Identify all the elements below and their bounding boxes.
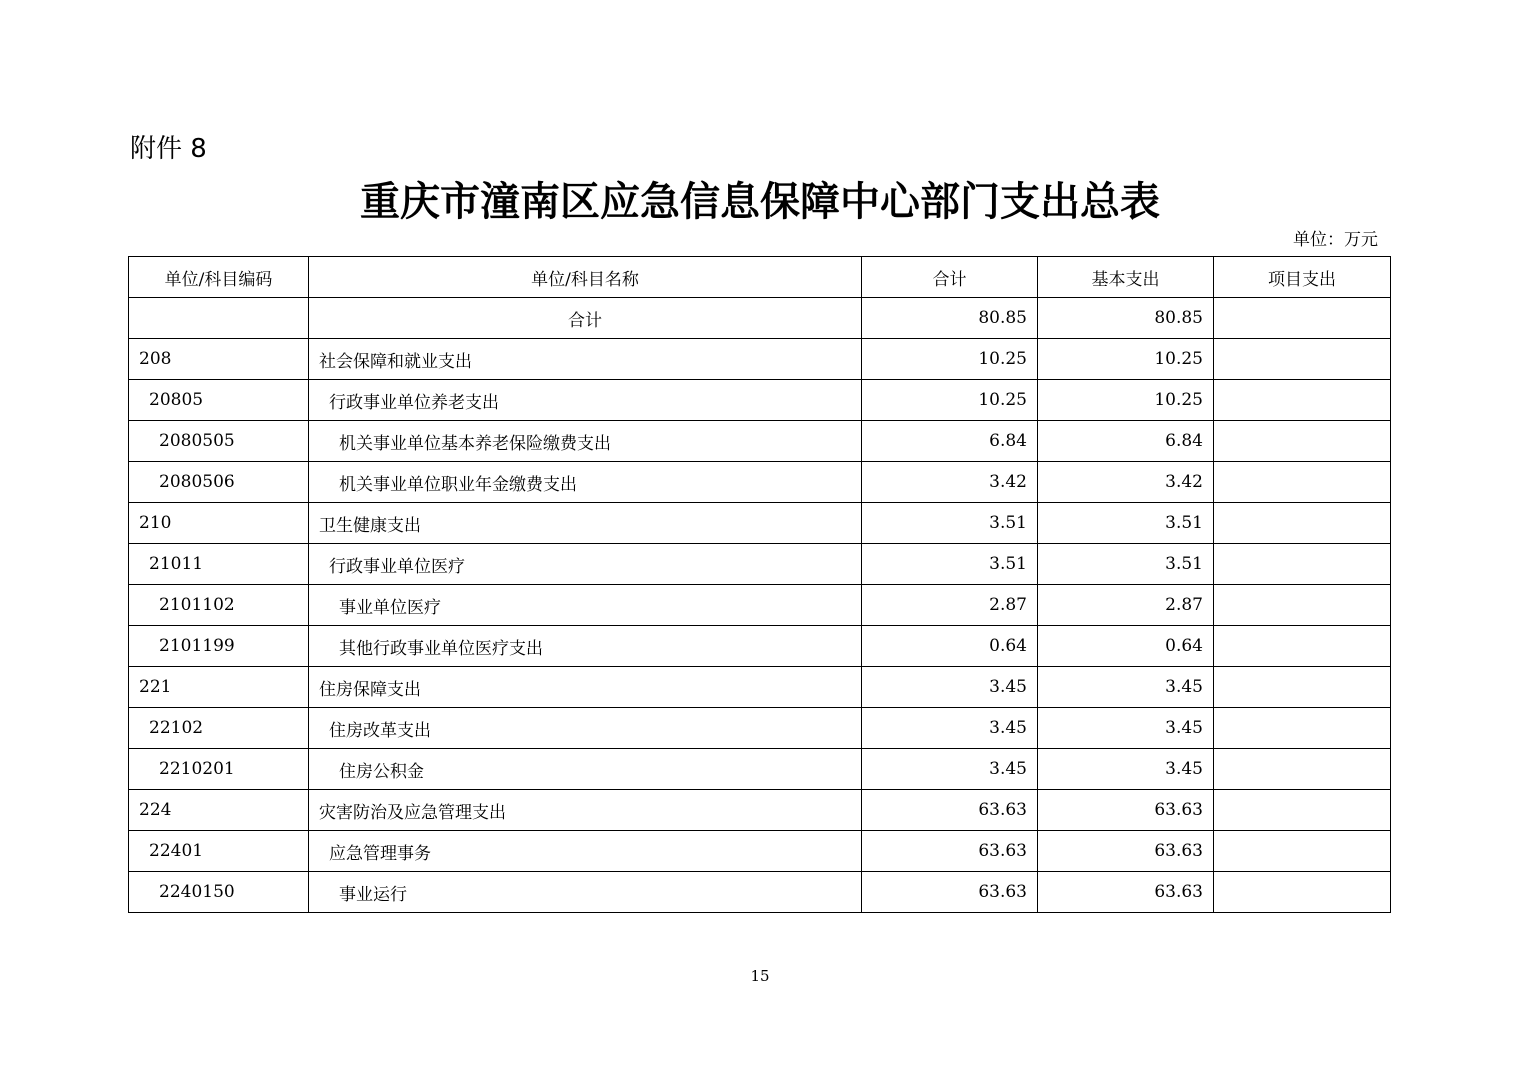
row-project-cell — [1214, 421, 1391, 462]
table-row — [129, 667, 1391, 708]
row-basic-cell: 63.63 — [1038, 872, 1214, 913]
total-row-code — [129, 298, 309, 339]
table-row — [129, 421, 1391, 462]
row-code-cell: 221 — [129, 667, 309, 708]
total-row-project — [1214, 298, 1391, 339]
row-basic-cell: 3.45 — [1038, 667, 1214, 708]
table-row — [129, 708, 1391, 749]
attachment-label: 附件 8 — [130, 134, 207, 164]
row-basic-cell: 10.25 — [1038, 380, 1214, 421]
row-code-cell: 210 — [129, 503, 309, 544]
row-name-cell: 机关事业单位基本养老保险缴费支出 — [309, 421, 862, 462]
header-name: 单位/科目名称 — [309, 257, 862, 298]
row-basic-cell: 3.45 — [1038, 708, 1214, 749]
row-name-cell: 其他行政事业单位医疗支出 — [309, 626, 862, 667]
row-project-cell — [1214, 749, 1391, 790]
row-total-cell: 63.63 — [862, 831, 1038, 872]
row-basic-cell: 63.63 — [1038, 790, 1214, 831]
row-project-cell — [1214, 544, 1391, 585]
total-row — [129, 298, 1391, 339]
row-basic-cell: 3.45 — [1038, 749, 1214, 790]
row-name-cell: 行政事业单位养老支出 — [309, 380, 862, 421]
row-basic-cell: 2.87 — [1038, 585, 1214, 626]
row-basic-cell: 10.25 — [1038, 339, 1214, 380]
header-code: 单位/科目编码 — [129, 257, 309, 298]
row-project-cell — [1214, 339, 1391, 380]
row-project-cell — [1214, 872, 1391, 913]
row-total-cell: 3.51 — [862, 503, 1038, 544]
row-total-cell: 3.51 — [862, 544, 1038, 585]
table-row — [129, 503, 1391, 544]
row-project-cell — [1214, 585, 1391, 626]
table-row — [129, 872, 1391, 913]
row-basic-cell: 3.51 — [1038, 503, 1214, 544]
row-code-cell: 20805 — [129, 380, 309, 421]
table-header-row — [129, 257, 1391, 298]
row-code-cell: 2101102 — [129, 585, 309, 626]
total-row-basic: 80.85 — [1038, 298, 1214, 339]
table-row — [129, 585, 1391, 626]
row-total-cell: 63.63 — [862, 872, 1038, 913]
row-project-cell — [1214, 380, 1391, 421]
row-basic-cell: 3.51 — [1038, 544, 1214, 585]
row-project-cell — [1214, 831, 1391, 872]
row-total-cell: 3.45 — [862, 667, 1038, 708]
row-name-cell: 事业运行 — [309, 872, 862, 913]
row-total-cell: 3.42 — [862, 462, 1038, 503]
row-total-cell: 2.87 — [862, 585, 1038, 626]
table-row — [129, 544, 1391, 585]
row-total-cell: 0.64 — [862, 626, 1038, 667]
table-row — [129, 626, 1391, 667]
unit-label: 单位：万元 — [1293, 230, 1378, 250]
row-code-cell: 224 — [129, 790, 309, 831]
row-project-cell — [1214, 626, 1391, 667]
row-basic-cell: 6.84 — [1038, 421, 1214, 462]
page-title: 重庆市潼南区应急信息保障中心部门支出总表 — [360, 178, 1160, 225]
row-name-cell: 灾害防治及应急管理支出 — [309, 790, 862, 831]
row-name-cell: 应急管理事务 — [309, 831, 862, 872]
row-basic-cell: 0.64 — [1038, 626, 1214, 667]
row-project-cell — [1214, 708, 1391, 749]
row-total-cell: 3.45 — [862, 708, 1038, 749]
header-project: 项目支出 — [1214, 257, 1391, 298]
row-code-cell: 208 — [129, 339, 309, 380]
row-total-cell: 6.84 — [862, 421, 1038, 462]
total-row-total: 80.85 — [862, 298, 1038, 339]
row-code-cell: 22401 — [129, 831, 309, 872]
table-row — [129, 749, 1391, 790]
row-name-cell: 住房保障支出 — [309, 667, 862, 708]
row-code-cell: 21011 — [129, 544, 309, 585]
row-project-cell — [1214, 503, 1391, 544]
row-total-cell: 63.63 — [862, 790, 1038, 831]
row-project-cell — [1214, 790, 1391, 831]
row-total-cell: 3.45 — [862, 749, 1038, 790]
row-name-cell: 机关事业单位职业年金缴费支出 — [309, 462, 862, 503]
page-number: 15 — [750, 967, 770, 985]
row-code-cell: 2240150 — [129, 872, 309, 913]
table-row — [129, 790, 1391, 831]
row-name-cell: 行政事业单位医疗 — [309, 544, 862, 585]
total-row-name: 合计 — [309, 298, 862, 339]
row-code-cell: 2080506 — [129, 462, 309, 503]
table-row — [129, 339, 1391, 380]
table-row — [129, 831, 1391, 872]
row-total-cell: 10.25 — [862, 339, 1038, 380]
row-name-cell: 事业单位医疗 — [309, 585, 862, 626]
row-project-cell — [1214, 462, 1391, 503]
header-basic: 基本支出 — [1038, 257, 1214, 298]
row-basic-cell: 3.42 — [1038, 462, 1214, 503]
expenditure-table — [128, 256, 1391, 913]
row-code-cell: 2101199 — [129, 626, 309, 667]
row-code-cell: 2210201 — [129, 749, 309, 790]
table-row — [129, 462, 1391, 503]
row-name-cell: 卫生健康支出 — [309, 503, 862, 544]
header-total: 合计 — [862, 257, 1038, 298]
row-total-cell: 10.25 — [862, 380, 1038, 421]
row-code-cell: 22102 — [129, 708, 309, 749]
row-name-cell: 住房改革支出 — [309, 708, 862, 749]
row-project-cell — [1214, 667, 1391, 708]
row-code-cell: 2080505 — [129, 421, 309, 462]
row-name-cell: 住房公积金 — [309, 749, 862, 790]
row-basic-cell: 63.63 — [1038, 831, 1214, 872]
row-name-cell: 社会保障和就业支出 — [309, 339, 862, 380]
table-row — [129, 380, 1391, 421]
